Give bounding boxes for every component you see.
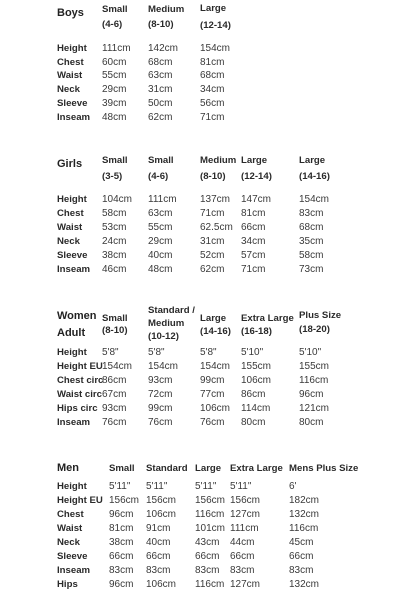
men-header: Extra Large — [230, 463, 283, 474]
women-cell: 80cm — [299, 417, 324, 428]
girls-cell: 73cm — [299, 264, 324, 275]
girls-row-label: Waist — [57, 222, 83, 233]
women-cell: 86cm — [102, 375, 127, 386]
women-row-label: Inseam — [57, 417, 91, 428]
women-cell: 154cm — [148, 361, 179, 372]
boys-cell: 111cm — [102, 43, 131, 54]
girls-cell: 137cm — [200, 194, 231, 205]
boys-cell: 81cm — [200, 57, 225, 68]
girls-cell: 71cm — [241, 264, 266, 275]
girls-title: Girls — [57, 158, 83, 170]
women-cell: 114cm — [241, 403, 271, 414]
women-cell: 77cm — [200, 389, 225, 400]
men-cell: 156cm — [230, 495, 261, 506]
girls-header-line1: Medium — [200, 155, 237, 166]
boys-cell: 55cm — [102, 70, 127, 81]
men-cell: 91cm — [146, 523, 171, 534]
girls-header-line3: (3-5) — [102, 171, 123, 182]
women-cell: 72cm — [148, 389, 173, 400]
boys-cell: 48cm — [102, 112, 127, 123]
men-cell: 101cm — [195, 523, 226, 534]
boys-row-label: Waist — [57, 70, 83, 81]
girls-header-line1: Small — [148, 155, 174, 166]
women-cell: 76cm — [148, 417, 173, 428]
girls-cell: 104cm — [102, 194, 133, 205]
men-cell: 5'11" — [146, 481, 168, 492]
women-title: Women — [57, 310, 97, 322]
men-row-label: Neck — [57, 537, 80, 548]
boys-cell: 39cm — [102, 98, 127, 109]
men-cell: 43cm — [195, 537, 220, 548]
girls-header-line3: (12-14) — [241, 171, 272, 182]
girls-cell: 34cm — [241, 236, 266, 247]
women-cell: 154cm — [200, 361, 231, 372]
girls-header-line3: (14-16) — [299, 171, 330, 182]
girls-header-line3: (4-6) — [148, 171, 169, 182]
girls-row-label: Chest — [57, 208, 84, 219]
boys-cell: 29cm — [102, 84, 127, 95]
women-cell: 86cm — [241, 389, 266, 400]
girls-cell: 63cm — [148, 208, 173, 219]
men-cell: 5'11" — [109, 481, 131, 492]
boys-header-small-line2: (4-6) — [102, 19, 123, 30]
girls-cell: 24cm — [102, 236, 127, 247]
women-cell: 116cm — [299, 375, 329, 386]
women-header-line1: Extra Large — [241, 313, 294, 324]
men-cell: 38cm — [109, 537, 134, 548]
boys-header-medium-line1: Medium — [148, 4, 185, 15]
women-cell: 106cm — [241, 375, 272, 386]
men-cell: 83cm — [109, 565, 134, 576]
girls-cell: 58cm — [299, 250, 324, 261]
men-cell: 132cm — [289, 509, 320, 520]
men-cell: 127cm — [230, 509, 261, 520]
women-row-label: Waist circ — [57, 389, 102, 400]
girls-header-line1: Small — [102, 155, 128, 166]
women-cell: 5'8" — [102, 347, 119, 358]
men-cell: 156cm — [146, 495, 177, 506]
men-cell: 156cm — [195, 495, 226, 506]
boys-cell: 62cm — [148, 112, 173, 123]
girls-cell: 83cm — [299, 208, 324, 219]
boys-cell: 50cm — [148, 98, 173, 109]
men-cell: 6' — [289, 481, 297, 492]
men-header: Large — [195, 463, 222, 474]
women-cell: 93cm — [102, 403, 127, 414]
women-header-line1: Plus Size — [299, 310, 342, 321]
women-header-line2: Medium — [148, 318, 185, 329]
men-cell: 106cm — [146, 509, 177, 520]
girls-header-line1: Large — [299, 155, 326, 166]
girls-cell: 31cm — [200, 236, 225, 247]
women-header-line3: (10-12) — [148, 331, 179, 342]
women-subtitle: Adult — [57, 327, 86, 339]
girls-cell: 111cm — [148, 194, 177, 205]
women-cell: 99cm — [148, 403, 173, 414]
girls-cell: 57cm — [241, 250, 266, 261]
girls-cell: 48cm — [148, 264, 173, 275]
girls-cell: 58cm — [102, 208, 127, 219]
men-row-label: Height — [57, 481, 87, 492]
women-cell: 80cm — [241, 417, 266, 428]
women-header-line2: (16-18) — [241, 326, 272, 337]
boys-cell: 56cm — [200, 98, 225, 109]
men-cell: 106cm — [146, 579, 177, 590]
girls-cell: 81cm — [241, 208, 266, 219]
women-cell: 155cm — [241, 361, 272, 372]
men-cell: 81cm — [109, 523, 134, 534]
men-row-label: Waist — [57, 523, 83, 534]
women-row-label: Height EU — [57, 361, 103, 372]
girls-cell: 29cm — [148, 236, 173, 247]
women-cell: 99cm — [200, 375, 225, 386]
men-row-label: Hips — [57, 579, 78, 590]
women-cell: 155cm — [299, 361, 330, 372]
men-cell: 132cm — [289, 579, 320, 590]
men-cell: 83cm — [230, 565, 255, 576]
women-row-label: Hips circ — [57, 403, 98, 414]
girls-cell: 147cm — [241, 194, 272, 205]
women-cell: 76cm — [102, 417, 127, 428]
boys-header-small-line1: Small — [102, 4, 128, 15]
men-cell: 66cm — [195, 551, 220, 562]
women-cell: 5'8" — [148, 347, 165, 358]
men-cell: 156cm — [109, 495, 140, 506]
men-cell: 116cm — [195, 509, 225, 520]
men-cell: 83cm — [146, 565, 171, 576]
men-cell: 96cm — [109, 509, 134, 520]
men-row-label: Sleeve — [57, 551, 88, 562]
boys-header-medium-line2: (8-10) — [148, 19, 174, 30]
boys-row-label: Sleeve — [57, 98, 88, 109]
women-header-line3: (14-16) — [200, 326, 231, 337]
women-row-label: Height — [57, 347, 87, 358]
boys-cell: 34cm — [200, 84, 225, 95]
women-header-line1: Standard / — [148, 305, 195, 316]
girls-cell: 38cm — [102, 250, 127, 261]
girls-row-label: Height — [57, 194, 87, 205]
girls-header-line3: (8-10) — [200, 171, 226, 182]
women-header-line1: Large — [200, 313, 227, 324]
girls-cell: 46cm — [102, 264, 127, 275]
boys-cell: 60cm — [102, 57, 127, 68]
girls-row-label: Inseam — [57, 264, 91, 275]
boys-cell: 31cm — [148, 84, 173, 95]
boys-cell: 68cm — [200, 70, 225, 81]
boys-row-label: Chest — [57, 57, 84, 68]
girls-cell: 35cm — [299, 236, 324, 247]
girls-cell: 62cm — [200, 264, 225, 275]
men-cell: 182cm — [289, 495, 320, 506]
women-row-label: Chest circ — [57, 375, 104, 386]
men-cell: 66cm — [230, 551, 255, 562]
boys-row-label: Height — [57, 43, 87, 54]
boys-cell: 71cm — [200, 112, 225, 123]
men-cell: 40cm — [146, 537, 171, 548]
men-header: Mens Plus Size — [289, 463, 359, 474]
men-cell: 83cm — [195, 565, 220, 576]
men-title: Men — [57, 462, 79, 474]
boys-row-label: Neck — [57, 84, 80, 95]
women-cell: 121cm — [299, 403, 330, 414]
women-header-line1: Small — [102, 313, 128, 324]
women-cell: 96cm — [299, 389, 324, 400]
boys-header-large-line3: (12-14) — [200, 20, 231, 31]
men-cell: 5'11" — [230, 481, 252, 492]
boys-cell: 63cm — [148, 70, 173, 81]
men-cell: 116cm — [289, 523, 319, 534]
girls-cell: 53cm — [102, 222, 127, 233]
girls-cell: 40cm — [148, 250, 173, 261]
women-header-line3: (18-20) — [299, 324, 330, 335]
women-cell: 154cm — [102, 361, 133, 372]
men-cell: 66cm — [109, 551, 134, 562]
men-cell: 66cm — [146, 551, 171, 562]
boys-title: Boys — [57, 7, 84, 19]
men-row-label: Height EU — [57, 495, 103, 506]
boys-cell: 68cm — [148, 57, 173, 68]
women-cell: 67cm — [102, 389, 127, 400]
men-header: Small — [109, 463, 135, 474]
boys-cell: 142cm — [148, 43, 179, 54]
boys-row-label: Inseam — [57, 112, 91, 123]
men-cell: 127cm — [230, 579, 261, 590]
men-cell: 111cm — [230, 523, 259, 534]
men-row-label: Chest — [57, 509, 84, 520]
women-header-line2: (8-10) — [102, 325, 128, 336]
men-header: Standard — [146, 463, 188, 474]
men-cell: 96cm — [109, 579, 134, 590]
boys-header-large-line1: Large — [200, 3, 227, 14]
girls-header-line1: Large — [241, 155, 268, 166]
girls-row-label: Sleeve — [57, 250, 88, 261]
women-cell: 5'8" — [200, 347, 217, 358]
girls-row-label: Neck — [57, 236, 80, 247]
men-cell: 45cm — [289, 537, 314, 548]
men-cell: 66cm — [289, 551, 314, 562]
women-cell: 106cm — [200, 403, 231, 414]
girls-cell: 52cm — [200, 250, 225, 261]
men-cell: 83cm — [289, 565, 314, 576]
women-cell: 93cm — [148, 375, 173, 386]
girls-cell: 71cm — [200, 208, 225, 219]
girls-cell: 68cm — [299, 222, 324, 233]
girls-cell: 154cm — [299, 194, 330, 205]
men-cell: 44cm — [230, 537, 255, 548]
women-cell: 5'10" — [241, 347, 264, 358]
men-row-label: Inseam — [57, 565, 91, 576]
men-cell: 5'11" — [195, 481, 217, 492]
women-cell: 76cm — [200, 417, 225, 428]
girls-cell: 55cm — [148, 222, 173, 233]
boys-cell: 154cm — [200, 43, 231, 54]
girls-cell: 66cm — [241, 222, 266, 233]
men-cell: 116cm — [195, 579, 225, 590]
women-cell: 5'10" — [299, 347, 322, 358]
girls-cell: 62.5cm — [200, 222, 233, 233]
